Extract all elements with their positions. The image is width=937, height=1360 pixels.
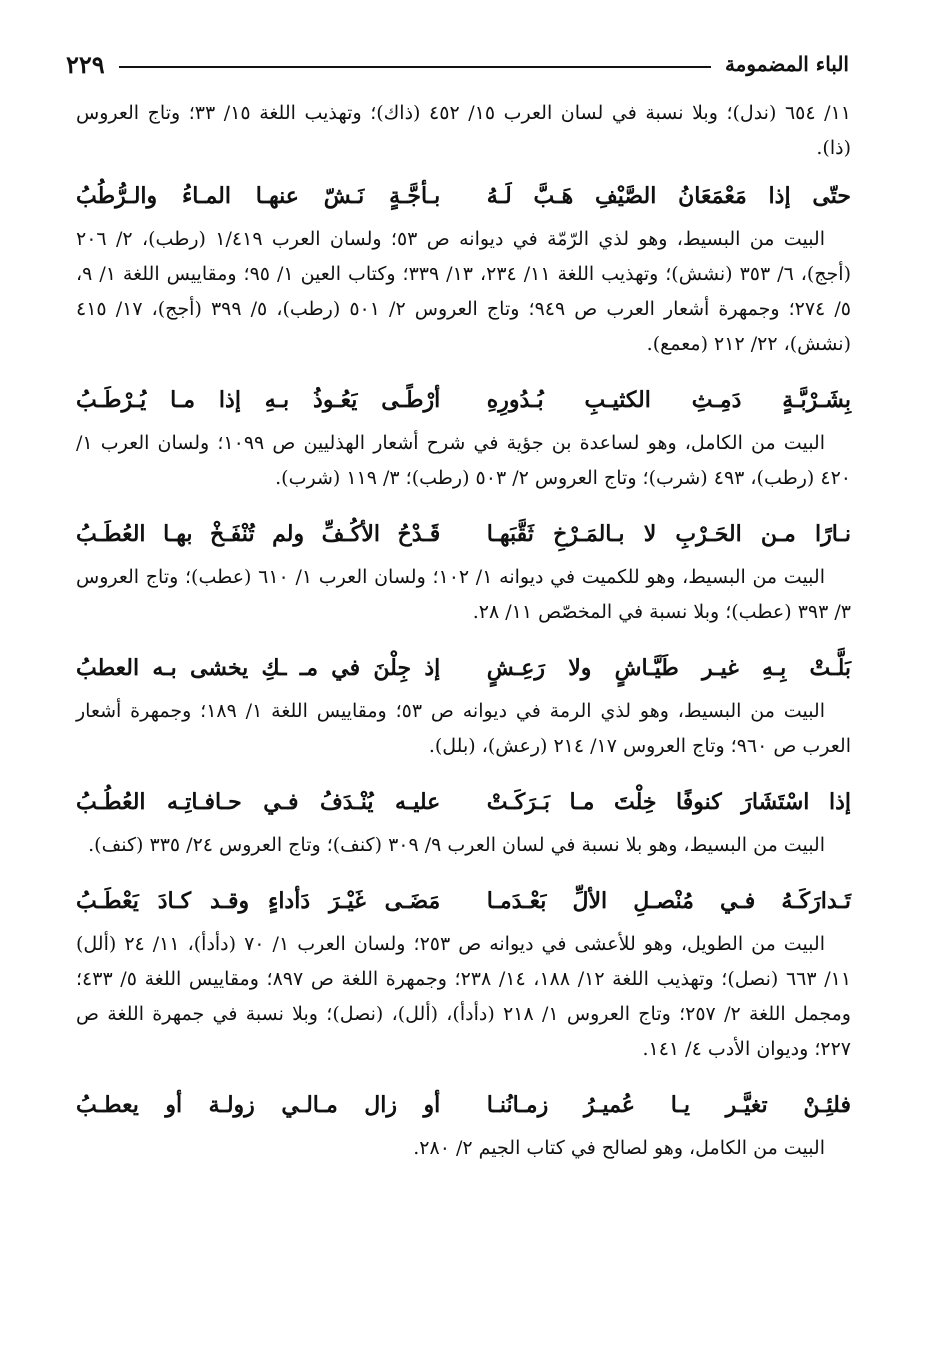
poem-entry <box>76 174 851 362</box>
verse-commentary: البيت من الكامل، وهو لساعدة بن جؤية في شرح أشعار الهذليين ص ١٠٩٩؛ ولسان العرب ١/ ٤٢٠ (رطب)، ٤٩٣ (شرب)؛ وتاج العروس ٢/ ٥٠٣ (رطب)؛ ٣/ ١١٩ (شرب). <box>76 432 851 489</box>
verse-first-hemistich: فلئِـنْ تغيَّـر يـا عُميـرُ زمـانُنـا <box>486 1092 851 1118</box>
verse-first-hemistich: تَـدارَكَـهُ فـي مُنْصـلِ الألِّ بَعْـدَمـا <box>486 888 851 914</box>
verse-commentary: البيت من الكامل، وهو لصالح في كتاب الجيم ٢/ ٢٨٠. <box>413 1137 825 1159</box>
verse-second-hemistich: عليـه يُنْـدَفُ فـي حـافـاتِـه العُطُـبُ <box>76 789 441 815</box>
verse-line <box>76 646 851 690</box>
verse-line <box>76 780 851 824</box>
verse-commentary: البيت من البسيط، وهو للكميت في ديوانه ١/ ١٠٢؛ ولسان العرب ١/ ٦١٠ (عطب)؛ وتاج العروس ٣/ ٣٩٣ (عطب)؛ وبلا نسبة في المخصّص ١١/ ٢٨. <box>76 566 851 623</box>
poem-entry <box>76 1083 851 1166</box>
poem-entry <box>76 512 851 630</box>
verse-first-hemistich: بَلَّـتْ بِـهِ غيـر طَيَّـاشٍ ولا رَعِـشٍ <box>486 655 851 681</box>
verse-line <box>76 174 851 218</box>
verse-first-hemistich: إذا اسْتَشَارَ كنوفًا خِلْتَ مـا بَـرَكَـتْ <box>486 789 851 815</box>
verse-second-hemistich: إذ جِلْنَ في مـ ـكِ يخشى بـه العطبُ <box>76 655 441 681</box>
intro-continuation: ١١/ ٦٥٤ (ندل)؛ وبلا نسبة في لسان العرب ١٥/ ٤٥٢ (ذاك)؛ وتهذيب اللغة ١٥/ ٣٣؛ وتاج العروس (ذا). <box>76 102 851 159</box>
page-number: ٢٢٩ <box>66 49 105 79</box>
verse-commentary: البيت من الطويل، وهو للأعشى في ديوانه ص ٢٥٣؛ ولسان العرب ١/ ٧٠ (دأدأ)، ١١/ ٢٤ (ألل) ١١/ ٦٦٣ (نصل)؛ وتهذيب اللغة ١٢/ ١٨٨، ١٤/ ٢٣٨؛ وجمهرة اللغة ص ٨٩٧؛ ومقاييس اللغة ٥/ ٤٣٣؛ ومجمل اللغة ٢/ ٢٥٧؛ وتاج العروس ١/ ٢١٨ (دأدأ)، (ألل)، (نصل)؛ وبلا نسبة في جمهرة اللغة ص ٢٢٧؛ وديوان الأدب ٤/ ١٤١. <box>76 933 852 1060</box>
verse-second-hemistich: أرْطًـى يَعُـوذُ بـهِ إذا مـا يُـرْطَـبُ <box>76 387 441 413</box>
verse-line <box>76 378 851 422</box>
verse-commentary: البيت من البسيط، وهو بلا نسبة في لسان العرب ٩/ ٣٠٩ (كنف)؛ وتاج العروس ٢٤/ ٣٣٥ (كنف). <box>88 834 825 856</box>
verse-second-hemistich: بـأجَّـةٍ نَـشّ عنهـا المـاءُ والـرُّطُبُ <box>76 183 441 209</box>
page-content <box>76 96 851 1320</box>
verse-first-hemistich: بِشَـرْبَّـةٍ دَمِـثِ الكثيـبِ بُـدُورِهِ <box>486 387 851 413</box>
poem-entry <box>76 780 851 863</box>
verse-second-hemistich: أو زال مـالـي زولـة أو يعطـبُ <box>76 1092 441 1118</box>
running-header <box>66 44 849 84</box>
verse-first-hemistich: حتّى إذا مَعْمَعَانُ الصَّيْفِ هَـبَّ لَـهُ <box>486 183 851 209</box>
header-rule <box>119 66 711 68</box>
verse-first-hemistich: نـارًا مـن الحَـرْبِ لا بـالمَـرْخِ ثَقَّبَهـا <box>486 521 851 547</box>
verse-commentary: البيت من البسيط، وهو لذي الرمة في ديوانه ص ٥٣؛ ومقاييس اللغة ١/ ١٨٩؛ وجمهرة أشعار العرب ص ٩٦٠؛ وتاج العروس ١٧/ ٢١٤ (رعش)، (بلل). <box>76 700 851 757</box>
verse-line <box>76 1083 851 1127</box>
poem-entry <box>76 879 851 1067</box>
verse-commentary: البيت من البسيط، وهو لذي الرّمّة في ديوانه ص ٥٣؛ ولسان العرب ١/٤١٩ (رطب)، ٢/ ٢٠٦ (أجج)، ٦/ ٣٥٣ (نشش)؛ وتهذيب اللغة ١١/ ٢٣٤، ١٣/ ٣٣٩؛ وكتاب العين ١/ ٩٥؛ ومقاييس اللغة ١/ ٩، ٥/ ٢٧٤؛ وجمهرة أشعار العرب ص ٩٤٩؛ وتاج العروس ٢/ ٥٠١ (رطب)، ٥/ ٣٩٩ (أجج)، ١٧/ ٤١٥ (نشش)، ٢٢/ ٢١٢ (معمع). <box>76 228 851 355</box>
verse-second-hemistich: مَضَـى غَيْـرَ دَأداءٍ وقـد كـادَ يَعْطَـبُ <box>76 888 441 914</box>
poem-entry <box>76 646 851 764</box>
verse-line <box>76 879 851 923</box>
section-title: الباء المضمومة <box>724 52 849 76</box>
poem-entry <box>76 378 851 496</box>
verse-line <box>76 512 851 556</box>
verse-second-hemistich: قَـدْحُ الأكُـفِّ ولم تُنْفَـخْ بهـا العُطَـبُ <box>76 521 441 547</box>
